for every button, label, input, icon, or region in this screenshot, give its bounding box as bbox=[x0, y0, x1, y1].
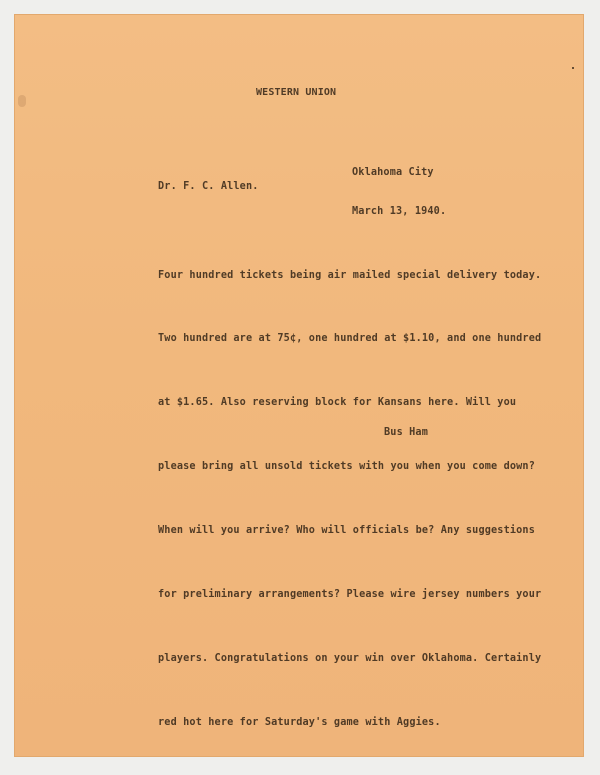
paper-smudge bbox=[18, 95, 26, 107]
body-line: When will you arrive? Who will officials be? Any suggestions bbox=[158, 525, 536, 537]
body-line: players. Congratulations on your win over Oklahoma. Certainly bbox=[158, 652, 542, 664]
body-line: Two hundred are at 75¢, one hundred at $1.10, and one hundred bbox=[158, 333, 542, 345]
place-line: Oklahoma City bbox=[352, 167, 434, 178]
body-line: for preliminary arrangements? Please wire jersey numbers your bbox=[158, 589, 542, 601]
date-line: March 13, 1940. bbox=[352, 206, 447, 217]
letter-header: WESTERN UNION bbox=[256, 87, 337, 98]
body-line: please bring all unsold tickets with you when you come down? bbox=[158, 461, 536, 473]
salutation: Dr. F. C. Allen. bbox=[158, 181, 259, 192]
letter-body bbox=[158, 222, 541, 754]
body-line: red hot here for Saturday's game with Aggies. bbox=[158, 716, 441, 728]
body-line: Four hundred tickets being air mailed special delivery today. bbox=[158, 269, 542, 281]
place-and-date bbox=[352, 140, 446, 231]
body-line: at $1.65. Also reserving block for Kansans here. Will you bbox=[158, 397, 517, 409]
signature: Bus Ham bbox=[384, 427, 428, 438]
ink-speck bbox=[572, 67, 574, 69]
